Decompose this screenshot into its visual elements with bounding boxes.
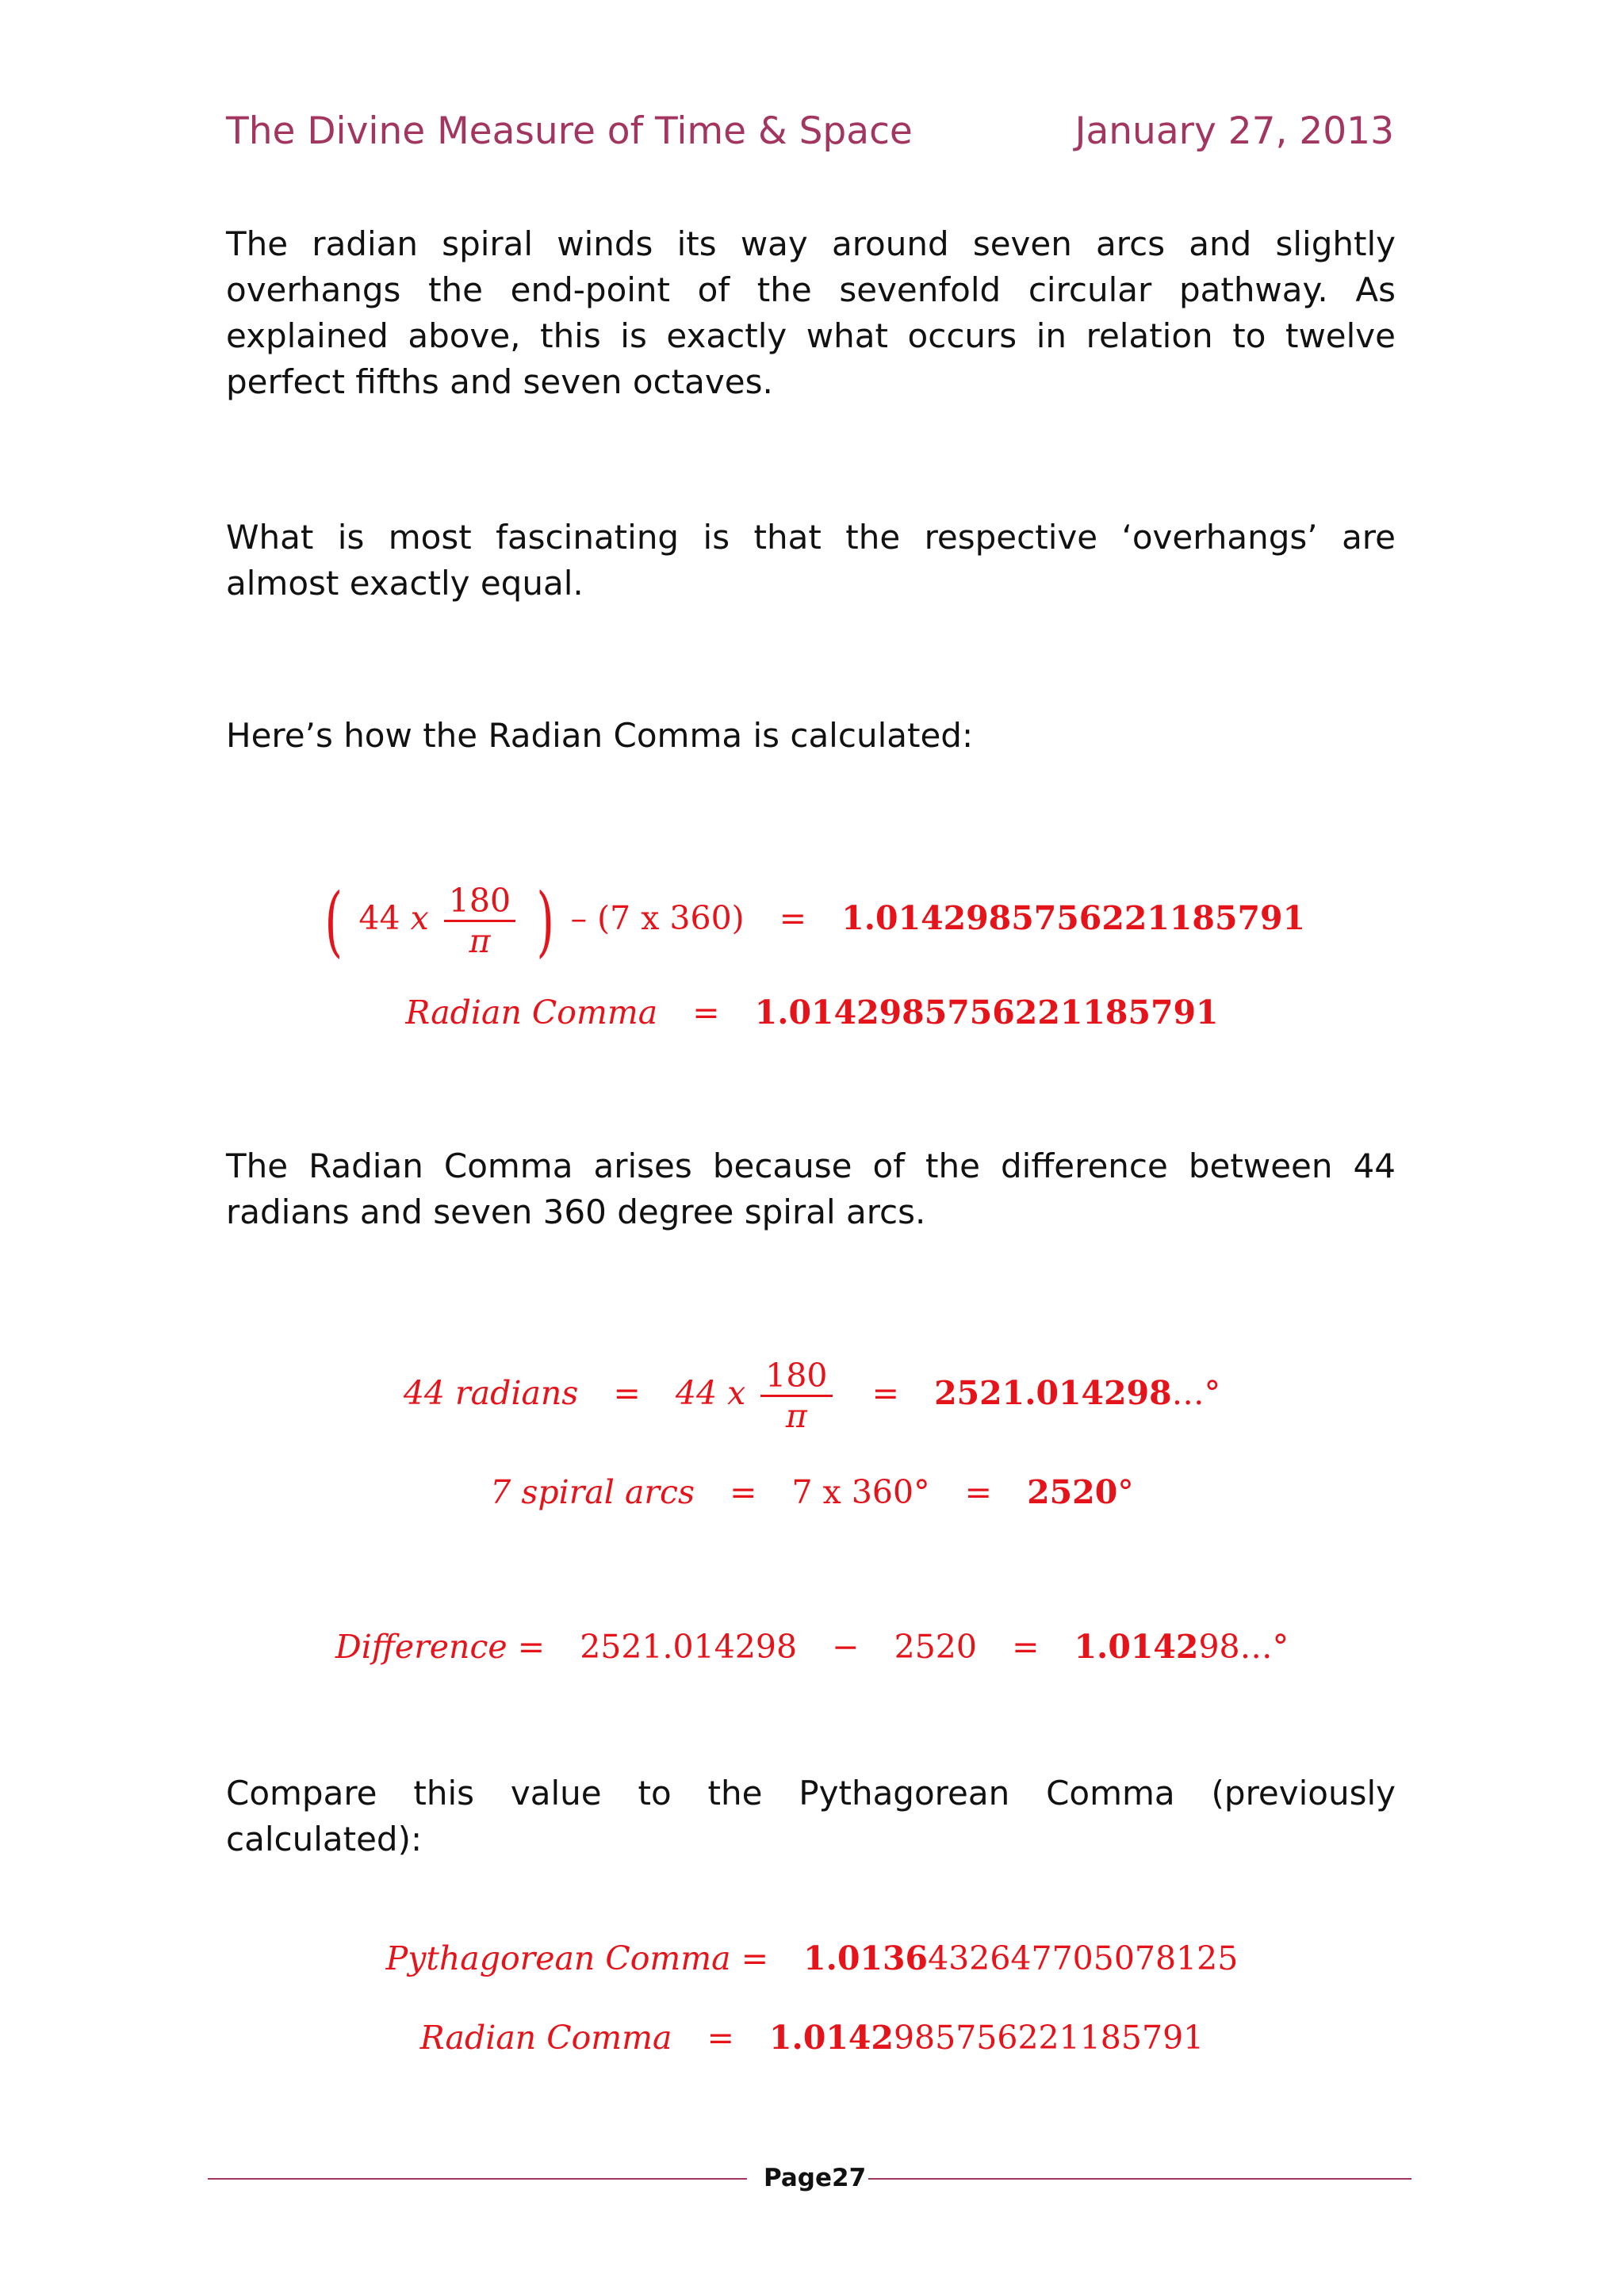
equation-radian-comma-value xyxy=(0,989,1624,1036)
eq-equals: = xyxy=(517,1628,546,1666)
eq-equals: = xyxy=(707,2019,734,2057)
close-paren: ) xyxy=(536,876,555,966)
equation-pythagorean-comma xyxy=(0,1935,1624,1982)
fraction-180-over-pi xyxy=(760,1357,832,1435)
eq-value-bold: 1.0142 xyxy=(1074,1628,1199,1666)
fraction-numerator: 180 xyxy=(760,1357,832,1397)
eq-equals: = xyxy=(964,1473,993,1511)
footer-rule-right xyxy=(868,2178,1411,2180)
eq-label: 7 spiral arcs xyxy=(490,1473,695,1511)
eq-result: 1.0142985756221185791 xyxy=(841,899,1306,937)
eq-equals: = xyxy=(730,1473,757,1511)
eq-equals: = xyxy=(741,1939,769,1977)
eq-value-bold: 1.0136 xyxy=(803,1939,929,1977)
eq-equals: = xyxy=(613,1374,641,1412)
eq-value-rest: 985756221185791 xyxy=(893,2019,1205,2057)
eq-label: 44 radians xyxy=(403,1374,579,1412)
paragraph-radian-comma-arises: The Radian Comma arises because of the difference between 44 radians and seven 360 degree spiral arcs. xyxy=(226,1146,1396,1231)
open-paren: ( xyxy=(324,876,343,966)
eq-coef: 44 x xyxy=(675,1374,746,1412)
footer-rule-left xyxy=(208,2178,747,2180)
eq-expr: 7 x 360° xyxy=(791,1473,930,1511)
equation-radian-comma-calc xyxy=(0,876,1624,966)
eq-minus-part: – (7 x 360) xyxy=(570,899,745,937)
eq-label: Radian Comma xyxy=(419,2019,672,2057)
fraction-denominator: π xyxy=(785,1397,807,1435)
paragraph-calculation-intro: Here’s how the Radian Comma is calculated: xyxy=(226,716,974,755)
eq-label: Difference xyxy=(335,1628,508,1666)
equation-difference xyxy=(0,1623,1624,1671)
eq-value-bold: 1.0142 xyxy=(769,2019,894,2057)
eq-value: 2520 xyxy=(1027,1473,1118,1511)
eq-value-rest: 98…° xyxy=(1198,1628,1289,1666)
document-title: The Divine Measure of Time & Space xyxy=(226,109,913,153)
eq-times: x xyxy=(410,899,429,937)
eq-equals: = xyxy=(871,1374,899,1412)
eq-a: 2521.014298 xyxy=(580,1628,798,1666)
eq-equals: = xyxy=(692,993,720,1032)
fraction-180-over-pi xyxy=(444,882,515,960)
equation-44-radians xyxy=(0,1349,1624,1437)
eq-suffix: ° xyxy=(1117,1473,1134,1511)
eq-minus: − xyxy=(832,1628,860,1666)
equation-7-spiral-arcs xyxy=(0,1468,1624,1516)
eq-b: 2520 xyxy=(894,1628,977,1666)
fraction-numerator: 180 xyxy=(444,882,515,922)
eq-value: 1.0142985756221185791 xyxy=(754,993,1219,1032)
eq-value: 2521.014298 xyxy=(934,1374,1172,1412)
fraction-denominator: π xyxy=(469,922,491,960)
paragraph-compare: Compare this value to the Pythagorean Comma (previously calculated): xyxy=(226,1774,1396,1859)
page-number: Page27 xyxy=(764,2164,867,2192)
document-date: January 27, 2013 xyxy=(1074,109,1394,153)
equation-radian-comma-compare xyxy=(0,2014,1624,2061)
eq-label: Pythagorean Comma xyxy=(385,1939,731,1977)
eq-suffix: …° xyxy=(1171,1374,1221,1412)
paragraph-overhangs: What is most fascinating is that the respective ‘overhangs’ are almost exactly equal. xyxy=(226,518,1396,603)
eq-coef: 44 xyxy=(358,899,400,937)
eq-label: Radian Comma xyxy=(405,993,658,1032)
eq-value-rest: 432647705078125 xyxy=(928,1939,1239,1977)
eq-equals: = xyxy=(779,899,807,937)
eq-equals: = xyxy=(1012,1628,1040,1666)
paragraph-radian-spiral: The radian spiral winds its way around seven arcs and slightly overhangs the end-point of the sevenfold circular pathway. As explained above, this is exactly what occurs in relation to twelve perfect fifths and seven octaves. xyxy=(226,224,1396,401)
